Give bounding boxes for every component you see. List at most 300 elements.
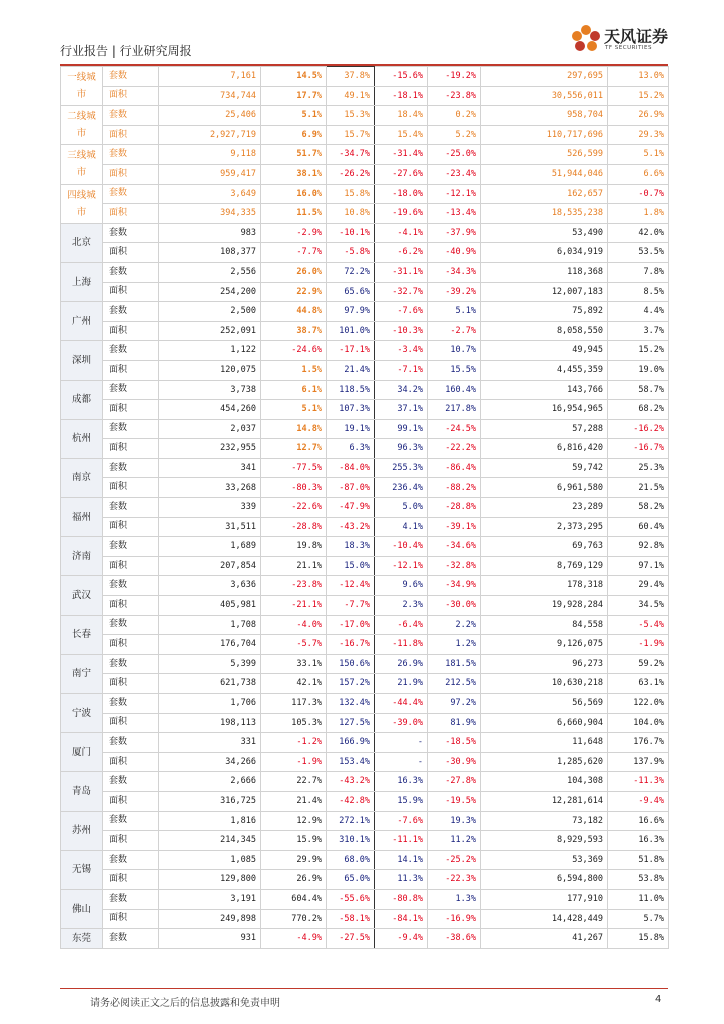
value-text: 30,556,011 <box>551 90 603 101</box>
value-text: 15.9% <box>296 835 322 846</box>
table-row <box>61 360 669 380</box>
table-row <box>61 223 669 243</box>
metric-cell: 套数 <box>103 929 159 949</box>
value-text: 33.1% <box>296 658 322 669</box>
value-text: -6.2% <box>397 247 423 258</box>
value-cell <box>261 400 327 420</box>
value-cell <box>428 889 481 909</box>
metric-cell: 套数 <box>103 145 159 165</box>
metric-cell: 面积 <box>103 635 159 655</box>
value-cell <box>375 811 428 831</box>
value-cell <box>159 870 261 890</box>
value-text: 137.9% <box>633 756 664 767</box>
value-cell <box>327 184 375 204</box>
city-cell: 四线城市 <box>61 184 103 223</box>
value-cell <box>608 243 669 263</box>
value-cell <box>375 125 428 145</box>
value-text: 81.9% <box>450 717 476 728</box>
value-cell <box>608 576 669 596</box>
value-cell <box>481 341 608 361</box>
value-cell <box>375 831 428 851</box>
value-cell <box>428 125 481 145</box>
value-cell <box>428 145 481 165</box>
value-cell <box>159 400 261 420</box>
value-cell <box>261 889 327 909</box>
value-cell <box>375 243 428 263</box>
value-cell <box>159 635 261 655</box>
table-row <box>61 791 669 811</box>
value-text: -4.0% <box>296 619 322 630</box>
value-cell <box>159 164 261 184</box>
value-cell <box>261 380 327 400</box>
value-text: -42.8% <box>339 796 370 807</box>
value-cell <box>375 380 428 400</box>
value-text: 29.9% <box>296 854 322 865</box>
value-text: 3,191 <box>230 893 256 904</box>
value-cell <box>481 831 608 851</box>
value-cell <box>428 243 481 263</box>
value-text: 96.3% <box>397 443 423 454</box>
value-cell <box>261 243 327 263</box>
value-cell <box>327 478 375 498</box>
value-text: -9.4% <box>397 933 423 944</box>
value-cell <box>375 733 428 753</box>
value-text: 63.1% <box>638 678 664 689</box>
value-cell <box>261 635 327 655</box>
value-text: 25.3% <box>638 462 664 473</box>
value-text: 3,649 <box>230 188 256 199</box>
value-cell <box>608 478 669 498</box>
value-text: 160.4% <box>445 384 476 395</box>
value-text: 15.8% <box>344 188 370 199</box>
value-cell <box>481 106 608 126</box>
value-cell <box>428 635 481 655</box>
value-cell <box>261 164 327 184</box>
value-cell <box>481 302 608 322</box>
city-cell: 南宁 <box>61 654 103 693</box>
value-text: 51.7% <box>296 149 322 160</box>
value-cell <box>327 419 375 439</box>
value-text: 297,695 <box>567 71 603 82</box>
metric-cell: 面积 <box>103 909 159 929</box>
value-cell <box>375 556 428 576</box>
value-text: 73,182 <box>572 815 603 826</box>
metric-cell: 套数 <box>103 576 159 596</box>
value-cell <box>608 67 669 87</box>
value-cell <box>428 772 481 792</box>
value-text: 2.3% <box>402 600 423 611</box>
value-text: 65.6% <box>344 286 370 297</box>
value-text: 51,944,046 <box>551 169 603 180</box>
value-cell <box>261 341 327 361</box>
value-text: 21.4% <box>296 796 322 807</box>
value-cell <box>608 106 669 126</box>
value-text: -7.7% <box>344 600 370 611</box>
value-cell <box>481 164 608 184</box>
value-text: 23,289 <box>572 502 603 513</box>
table-row <box>61 850 669 870</box>
value-text: 8,769,129 <box>556 560 603 571</box>
value-text: 10,630,218 <box>551 678 603 689</box>
value-text: 4.1% <box>402 521 423 532</box>
value-cell <box>261 831 327 851</box>
value-text: 252,091 <box>220 325 256 336</box>
value-text: 255.3% <box>392 462 423 473</box>
value-text: 14.1% <box>397 854 423 865</box>
value-cell <box>327 929 375 949</box>
table-row <box>61 889 669 909</box>
value-cell <box>481 400 608 420</box>
value-text: 207,854 <box>220 560 256 571</box>
metric-cell: 面积 <box>103 439 159 459</box>
value-text: 5.7% <box>643 913 664 924</box>
value-cell <box>375 615 428 635</box>
value-text: 13.0% <box>638 71 664 82</box>
city-cell: 三线城市 <box>61 145 103 184</box>
value-cell <box>159 458 261 478</box>
value-text: 14.5% <box>296 71 322 82</box>
value-text: 108,377 <box>220 247 256 258</box>
value-text: 97.9% <box>344 306 370 317</box>
table-row <box>61 674 669 694</box>
table-row <box>61 145 669 165</box>
value-cell <box>261 713 327 733</box>
value-cell <box>375 635 428 655</box>
table-row <box>61 106 669 126</box>
value-cell <box>375 360 428 380</box>
value-text: -12.1% <box>392 560 423 571</box>
value-text: 37.8% <box>344 71 370 82</box>
value-text: 18,535,238 <box>551 208 603 219</box>
value-text: 604.4% <box>291 893 322 904</box>
value-cell <box>428 223 481 243</box>
value-text: 6,034,919 <box>556 247 603 258</box>
value-cell <box>608 889 669 909</box>
value-cell <box>608 596 669 616</box>
value-cell <box>375 282 428 302</box>
value-text: 122.0% <box>633 698 664 709</box>
value-cell <box>481 517 608 537</box>
value-cell <box>428 302 481 322</box>
metric-cell: 面积 <box>103 752 159 772</box>
value-cell <box>159 537 261 557</box>
value-text: 12,007,183 <box>551 286 603 297</box>
value-text: 65.0% <box>344 874 370 885</box>
value-cell <box>159 752 261 772</box>
value-text: 4,455,359 <box>556 364 603 375</box>
value-cell <box>261 811 327 831</box>
value-cell <box>327 909 375 929</box>
value-cell <box>327 498 375 518</box>
value-cell <box>375 164 428 184</box>
value-cell <box>481 713 608 733</box>
value-cell <box>481 791 608 811</box>
value-cell <box>159 831 261 851</box>
value-text: -7.1% <box>397 364 423 375</box>
value-cell <box>261 282 327 302</box>
value-cell <box>375 674 428 694</box>
table-row <box>61 282 669 302</box>
value-text: -24.5% <box>445 423 476 434</box>
value-cell <box>261 184 327 204</box>
value-cell <box>375 302 428 322</box>
value-cell <box>159 184 261 204</box>
metric-cell: 套数 <box>103 184 159 204</box>
value-cell <box>481 204 608 224</box>
value-cell <box>481 909 608 929</box>
value-cell <box>481 419 608 439</box>
value-text: -38.6% <box>445 933 476 944</box>
value-text: -16.9% <box>445 913 476 924</box>
table-row <box>61 321 669 341</box>
value-text: 26.9% <box>638 110 664 121</box>
metric-cell: 套数 <box>103 341 159 361</box>
city-cell: 武汉 <box>61 576 103 615</box>
value-text: 60.4% <box>638 521 664 532</box>
value-text: -37.9% <box>445 227 476 238</box>
value-text: 1,122 <box>230 345 256 356</box>
value-cell <box>481 674 608 694</box>
value-text: -10.1% <box>339 227 370 238</box>
value-text: 1,706 <box>230 698 256 709</box>
value-text: -13.4% <box>445 208 476 219</box>
value-text: 9,126,075 <box>556 639 603 650</box>
value-cell <box>327 811 375 831</box>
value-text: 34,266 <box>225 756 256 767</box>
value-text: 1.3% <box>455 893 476 904</box>
city-cell: 二线城市 <box>61 106 103 145</box>
value-cell <box>375 596 428 616</box>
value-cell <box>481 889 608 909</box>
value-cell <box>428 929 481 949</box>
value-text: 143,766 <box>567 384 603 395</box>
value-text: -27.8% <box>445 776 476 787</box>
value-text: 5.2% <box>455 129 476 140</box>
value-text: -39.2% <box>445 286 476 297</box>
value-text: 6.1% <box>301 384 322 395</box>
value-text: -84.0% <box>339 462 370 473</box>
value-cell <box>608 302 669 322</box>
value-text: 6,961,580 <box>556 482 603 493</box>
value-text: 11.0% <box>638 893 664 904</box>
value-cell <box>375 458 428 478</box>
table-row <box>61 615 669 635</box>
value-text: 10.8% <box>344 208 370 219</box>
table-row <box>61 86 669 106</box>
value-cell <box>608 674 669 694</box>
value-cell <box>159 125 261 145</box>
value-text: -10.4% <box>392 541 423 552</box>
value-cell <box>481 86 608 106</box>
value-cell <box>159 733 261 753</box>
value-text: 176,704 <box>220 639 256 650</box>
value-cell <box>327 752 375 772</box>
metric-cell: 套数 <box>103 106 159 126</box>
value-cell <box>428 498 481 518</box>
city-cell: 深圳 <box>61 341 103 380</box>
value-cell <box>327 694 375 714</box>
value-text: -43.2% <box>339 776 370 787</box>
value-cell <box>327 262 375 282</box>
report-header-title: 行业报告 | 行业研究周报 <box>60 44 192 58</box>
value-text: 931 <box>240 933 256 944</box>
city-cell: 宁波 <box>61 694 103 733</box>
value-text: -22.6% <box>291 502 322 513</box>
value-text: 21.5% <box>638 482 664 493</box>
table-row <box>61 164 669 184</box>
value-cell <box>159 615 261 635</box>
value-cell <box>375 850 428 870</box>
value-cell <box>159 145 261 165</box>
value-cell <box>481 321 608 341</box>
value-cell <box>428 419 481 439</box>
table-row <box>61 733 669 753</box>
metric-cell: 面积 <box>103 360 159 380</box>
value-text: 15.8% <box>638 933 664 944</box>
value-cell <box>481 654 608 674</box>
value-text: 2,666 <box>230 776 256 787</box>
table-row <box>61 478 669 498</box>
value-cell <box>608 811 669 831</box>
value-text: 42.1% <box>296 678 322 689</box>
value-text: 2.2% <box>455 619 476 630</box>
value-cell <box>159 380 261 400</box>
value-text: 12,281,614 <box>551 796 603 807</box>
table-row <box>61 713 669 733</box>
value-text: -25.0% <box>445 149 476 160</box>
value-text: 38.7% <box>296 325 322 336</box>
value-cell <box>375 929 428 949</box>
value-cell <box>261 86 327 106</box>
footer-divider <box>60 988 668 989</box>
value-cell <box>481 556 608 576</box>
value-text: -2.9% <box>296 227 322 238</box>
value-text: 104,308 <box>567 776 603 787</box>
value-text: -32.8% <box>445 560 476 571</box>
table-row <box>61 772 669 792</box>
value-cell <box>159 282 261 302</box>
table-row <box>61 439 669 459</box>
value-cell <box>159 517 261 537</box>
value-text: 6,594,800 <box>556 874 603 885</box>
value-cell <box>375 694 428 714</box>
table-row <box>61 694 669 714</box>
value-text: -86.4% <box>445 462 476 473</box>
value-cell <box>428 752 481 772</box>
value-text: 150.6% <box>339 658 370 669</box>
value-cell <box>375 400 428 420</box>
value-cell <box>261 615 327 635</box>
metric-cell: 套数 <box>103 772 159 792</box>
city-cell: 济南 <box>61 537 103 576</box>
value-text: 16,954,965 <box>551 404 603 415</box>
value-cell <box>261 870 327 890</box>
value-text: 734,744 <box>220 90 256 101</box>
value-text: -18.1% <box>392 90 423 101</box>
value-cell <box>481 360 608 380</box>
value-cell <box>608 791 669 811</box>
value-text: -7.6% <box>397 306 423 317</box>
metric-cell: 套数 <box>103 654 159 674</box>
value-text: -6.4% <box>397 619 423 630</box>
value-text: 42.0% <box>638 227 664 238</box>
value-text: -19.6% <box>392 208 423 219</box>
value-cell <box>261 752 327 772</box>
value-text: 254,200 <box>220 286 256 297</box>
value-cell <box>481 537 608 557</box>
value-text: 84,558 <box>572 619 603 630</box>
value-text: 153.4% <box>339 756 370 767</box>
value-cell <box>428 164 481 184</box>
value-text: 26.9% <box>296 874 322 885</box>
value-text: 21.4% <box>344 364 370 375</box>
value-cell <box>608 321 669 341</box>
metric-cell: 面积 <box>103 164 159 184</box>
value-cell <box>428 870 481 890</box>
city-cell: 青岛 <box>61 772 103 811</box>
value-text: -3.4% <box>397 345 423 356</box>
value-cell <box>159 106 261 126</box>
value-text: 105.3% <box>291 717 322 728</box>
value-text: -2.7% <box>450 325 476 336</box>
value-text: -27.6% <box>392 169 423 180</box>
value-text: -16.2% <box>633 423 664 434</box>
value-text: 29.4% <box>638 580 664 591</box>
value-cell <box>327 870 375 890</box>
value-text: 117.3% <box>291 698 322 709</box>
city-cell: 佛山 <box>61 889 103 928</box>
table-row <box>61 752 669 772</box>
value-cell <box>481 380 608 400</box>
value-text: -80.3% <box>291 482 322 493</box>
value-cell <box>428 400 481 420</box>
table-row <box>61 831 669 851</box>
value-text: 1,708 <box>230 619 256 630</box>
value-cell <box>375 791 428 811</box>
value-cell <box>608 537 669 557</box>
value-cell <box>327 576 375 596</box>
value-cell <box>375 537 428 557</box>
value-cell <box>261 733 327 753</box>
value-cell <box>375 223 428 243</box>
value-text: -43.2% <box>339 521 370 532</box>
value-cell <box>261 478 327 498</box>
metric-cell: 面积 <box>103 282 159 302</box>
value-text: 53.5% <box>638 247 664 258</box>
value-text: 26.9% <box>397 658 423 669</box>
value-cell <box>327 106 375 126</box>
value-cell <box>261 106 327 126</box>
metric-cell: 套数 <box>103 850 159 870</box>
value-cell <box>481 243 608 263</box>
value-cell <box>375 67 428 87</box>
value-text: 770.2% <box>291 913 322 924</box>
table-row <box>61 243 669 263</box>
brand-name: 天风证券 <box>604 27 669 46</box>
value-cell <box>428 831 481 851</box>
value-text: 454,260 <box>220 404 256 415</box>
value-text: 310.1% <box>339 835 370 846</box>
value-text: -18.0% <box>392 188 423 199</box>
value-cell <box>327 615 375 635</box>
value-text: 176.7% <box>633 737 664 748</box>
value-text: 341 <box>240 462 256 473</box>
value-cell <box>608 400 669 420</box>
value-text: 11,648 <box>572 737 603 748</box>
value-text: 177,910 <box>567 893 603 904</box>
value-text: 217.8% <box>445 404 476 415</box>
value-cell <box>327 125 375 145</box>
